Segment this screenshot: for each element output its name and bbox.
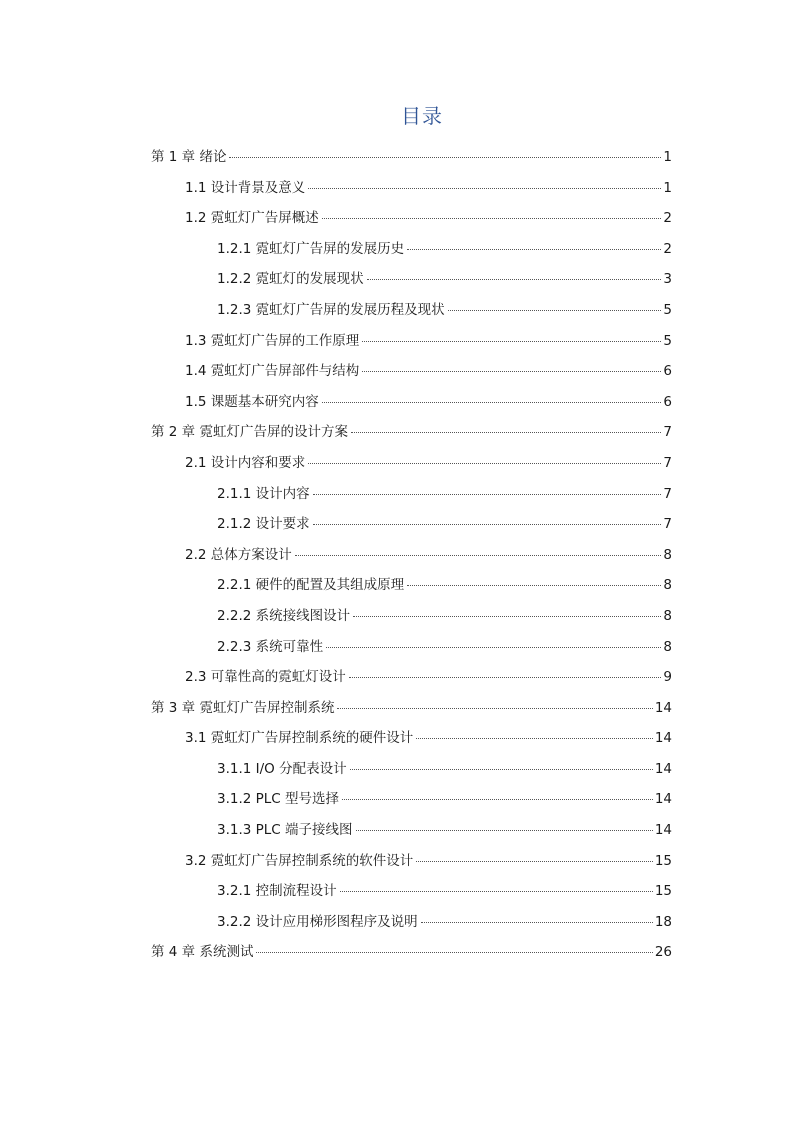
toc-entry[interactable] — [151, 356, 672, 387]
toc-dot-leader — [342, 799, 653, 800]
toc-dot-leader — [416, 738, 653, 739]
toc-entry-label: 第 1 章 绪论 — [151, 142, 227, 173]
toc-entry-label: 2.1 设计内容和要求 — [185, 448, 306, 479]
toc-entry[interactable] — [151, 142, 672, 173]
toc-entry[interactable] — [151, 387, 672, 418]
toc-entry-page-number: 5 — [663, 301, 672, 318]
toc-entry-label: 第 2 章 霓虹灯广告屏的设计方案 — [151, 417, 349, 448]
toc-entry-page-number: 15 — [654, 883, 672, 900]
toc-entry-page-number: 3 — [663, 271, 672, 288]
toc-entry-label: 1.3 霓虹灯广告屏的工作原理 — [185, 326, 360, 357]
toc-entry-label: 2.2 总体方案设计 — [185, 540, 293, 571]
toc-entry-page-number: 6 — [663, 393, 672, 410]
toc-entry[interactable] — [151, 326, 672, 357]
toc-dot-leader — [340, 891, 653, 892]
toc-dot-leader — [351, 432, 661, 433]
toc-entry-label: 2.3 可靠性高的霓虹灯设计 — [185, 662, 347, 693]
toc-entry[interactable] — [151, 295, 672, 326]
toc-entry-label: 2.1.1 设计内容 — [217, 479, 311, 510]
toc-entry[interactable] — [151, 784, 672, 815]
toc-entry[interactable] — [151, 754, 672, 785]
toc-dot-leader — [421, 922, 653, 923]
toc-entry[interactable] — [151, 203, 672, 234]
toc-entry[interactable] — [151, 417, 672, 448]
toc-entry-label: 3.1.2 PLC 型号选择 — [217, 784, 340, 815]
toc-entry-label: 第 3 章 霓虹灯广告屏控制系统 — [151, 693, 335, 724]
toc-entry-label: 3.2 霓虹灯广告屏控制系统的软件设计 — [185, 846, 414, 877]
toc-entry[interactable] — [151, 264, 672, 295]
toc-dot-leader — [367, 279, 662, 280]
toc-entry-label: 2.2.1 硬件的配置及其组成原理 — [217, 570, 405, 601]
toc-dot-leader — [322, 402, 662, 403]
toc-entry-page-number: 9 — [663, 669, 672, 686]
toc-entry-label: 3.1.3 PLC 端子接线图 — [217, 815, 354, 846]
toc-entry-page-number: 14 — [654, 699, 672, 716]
toc-entry-page-number: 8 — [663, 546, 672, 563]
toc-entry[interactable] — [151, 601, 672, 632]
toc-dot-leader — [322, 218, 662, 219]
toc-entry-page-number: 8 — [663, 607, 672, 624]
toc-dot-leader — [362, 341, 661, 342]
toc-entry-page-number: 7 — [663, 516, 672, 533]
toc-dot-leader — [308, 188, 661, 189]
toc-dot-leader — [407, 249, 661, 250]
toc-entry[interactable] — [151, 876, 672, 907]
toc-dot-leader — [229, 157, 661, 158]
toc-entry[interactable] — [151, 479, 672, 510]
toc-dot-leader — [448, 310, 662, 311]
toc-dot-leader — [349, 677, 662, 678]
toc-entry-page-number: 8 — [663, 577, 672, 594]
toc-entry-label: 1.5 课题基本研究内容 — [185, 387, 320, 418]
toc-entry[interactable] — [151, 448, 672, 479]
toc-entry-page-number: 14 — [654, 822, 672, 839]
toc-entry-label: 2.1.2 设计要求 — [217, 509, 311, 540]
toc-entry-page-number: 7 — [663, 485, 672, 502]
toc-entry-page-number: 7 — [663, 454, 672, 471]
toc-dot-leader — [295, 555, 662, 556]
toc-entry[interactable] — [151, 846, 672, 877]
toc-dot-leader — [326, 647, 661, 648]
toc-entry[interactable] — [151, 937, 672, 968]
toc-entry-label: 3.2.1 控制流程设计 — [217, 876, 338, 907]
toc-entry[interactable] — [151, 693, 672, 724]
toc-dot-leader — [407, 585, 661, 586]
toc-dot-leader — [308, 463, 661, 464]
toc-dot-leader — [416, 861, 653, 862]
toc-dot-leader — [256, 952, 652, 953]
toc-title: 目录 — [401, 104, 443, 128]
toc-entry-label: 3.1 霓虹灯广告屏控制系统的硬件设计 — [185, 723, 414, 754]
toc-dot-leader — [353, 616, 661, 617]
toc-entry-label: 2.2.2 系统接线图设计 — [217, 601, 351, 632]
toc-dot-leader — [313, 524, 662, 525]
toc-entry-page-number: 18 — [654, 913, 672, 930]
toc-entry-page-number: 14 — [654, 730, 672, 747]
table-of-contents — [151, 142, 672, 968]
toc-entry-page-number: 2 — [663, 210, 672, 227]
toc-dot-leader — [350, 769, 653, 770]
toc-entry-label: 1.2.1 霓虹灯广告屏的发展历史 — [217, 234, 405, 265]
toc-entry-page-number: 2 — [663, 240, 672, 257]
toc-entry-page-number: 14 — [654, 791, 672, 808]
toc-entry-page-number: 1 — [663, 179, 672, 196]
toc-entry[interactable] — [151, 907, 672, 938]
toc-entry-page-number: 15 — [654, 852, 672, 869]
toc-entry-label: 3.2.2 设计应用梯形图程序及说明 — [217, 907, 419, 938]
toc-entry-page-number: 6 — [663, 363, 672, 380]
toc-dot-leader — [362, 371, 661, 372]
toc-entry[interactable] — [151, 570, 672, 601]
toc-entry-label: 3.1.1 I/O 分配表设计 — [217, 754, 348, 785]
toc-dot-leader — [337, 708, 652, 709]
toc-entry-label: 1.4 霓虹灯广告屏部件与结构 — [185, 356, 360, 387]
toc-dot-leader — [356, 830, 653, 831]
toc-entry-label: 1.2 霓虹灯广告屏概述 — [185, 203, 320, 234]
toc-entry[interactable] — [151, 173, 672, 204]
toc-entry-label: 第 4 章 系统测试 — [151, 937, 254, 968]
toc-entry-page-number: 8 — [663, 638, 672, 655]
toc-entry[interactable] — [151, 632, 672, 663]
toc-entry[interactable] — [151, 540, 672, 571]
toc-entry-page-number: 1 — [663, 149, 672, 165]
toc-entry[interactable] — [151, 723, 672, 754]
toc-entry-label: 1.1 设计背景及意义 — [185, 173, 306, 204]
toc-entry[interactable] — [151, 815, 672, 846]
toc-entry-label: 1.2.2 霓虹灯的发展现状 — [217, 264, 365, 295]
toc-entry[interactable] — [151, 234, 672, 265]
toc-dot-leader — [313, 494, 662, 495]
toc-entry[interactable] — [151, 509, 672, 540]
toc-entry-label: 2.2.3 系统可靠性 — [217, 632, 324, 663]
toc-entry-page-number: 14 — [654, 760, 672, 777]
toc-entry-label: 1.2.3 霓虹灯广告屏的发展历程及现状 — [217, 295, 446, 326]
toc-entry[interactable] — [151, 662, 672, 693]
toc-entry-page-number: 26 — [654, 944, 672, 961]
toc-entry-page-number: 7 — [663, 424, 672, 441]
toc-entry-page-number: 5 — [663, 332, 672, 349]
